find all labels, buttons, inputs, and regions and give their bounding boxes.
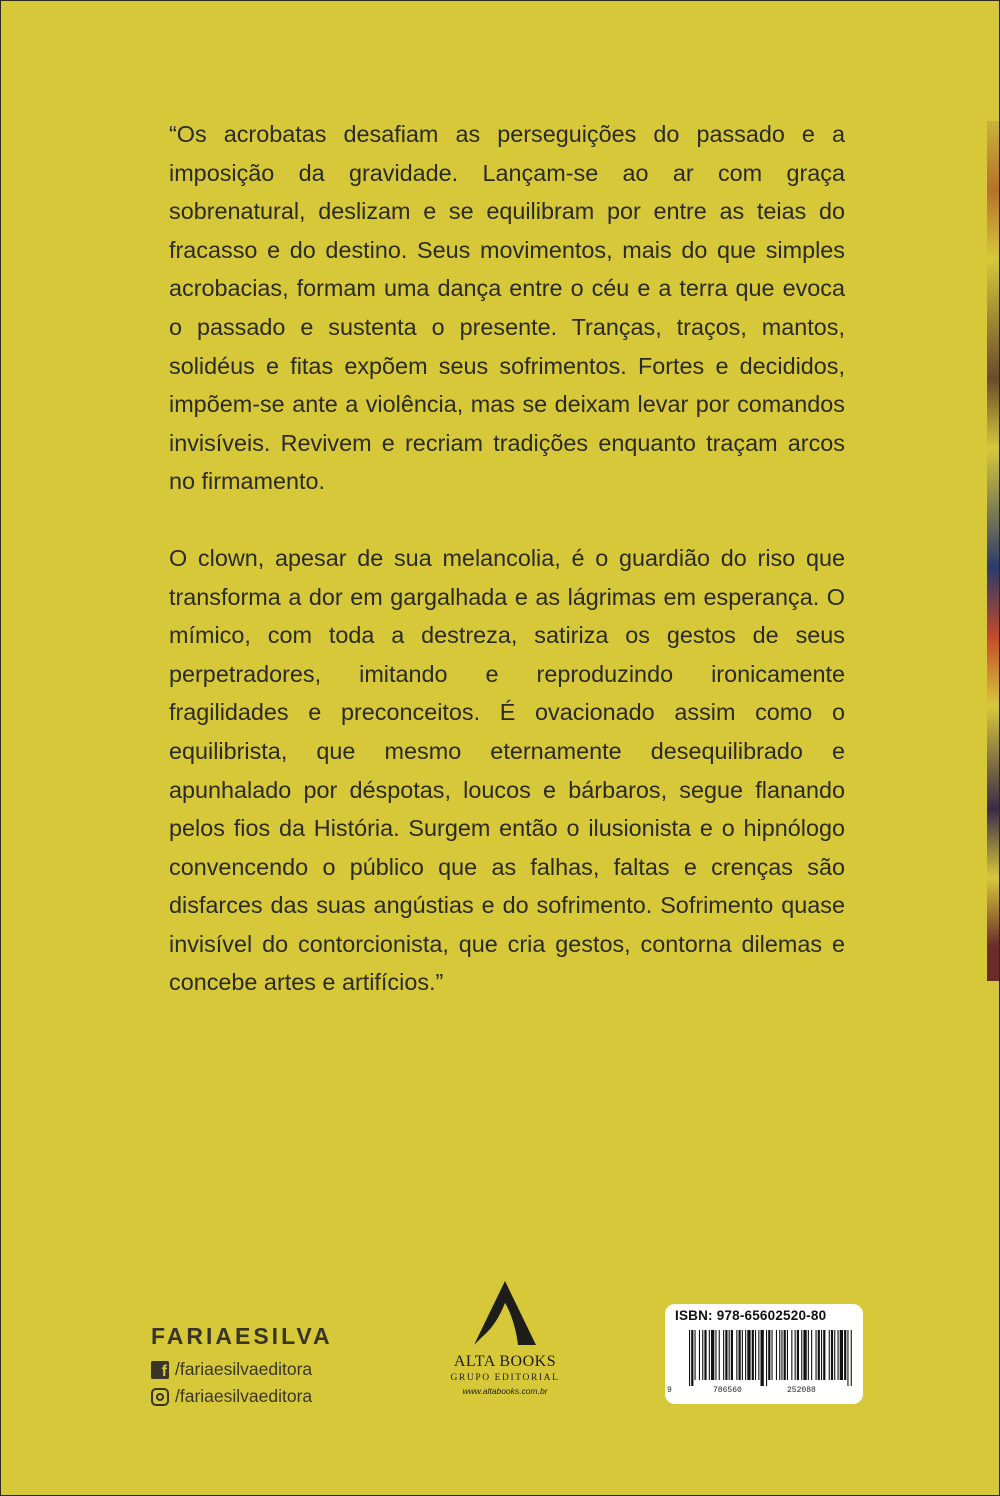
barcode-bar	[803, 1330, 806, 1380]
instagram-link[interactable]	[151, 1383, 411, 1410]
barcode-digits-left: 786560	[713, 1386, 742, 1395]
facebook-link[interactable]	[151, 1356, 411, 1383]
barcode-bar	[689, 1330, 690, 1386]
barcode-bar	[816, 1330, 817, 1380]
barcode-bar	[699, 1330, 700, 1380]
barcode-bar	[725, 1330, 727, 1380]
barcode-bar	[808, 1330, 809, 1380]
barcode-bar	[772, 1330, 773, 1380]
barcode-bar	[829, 1330, 830, 1380]
barcode-bar	[844, 1330, 846, 1380]
barcode-bar	[821, 1330, 822, 1380]
barcode-bar	[834, 1330, 835, 1380]
barcode-bar	[704, 1330, 706, 1380]
barcode-bar	[811, 1330, 812, 1380]
barcode-bar	[691, 1330, 693, 1386]
barcode-bar	[791, 1330, 792, 1380]
alta-books-site: www.altabooks.com.br	[462, 1386, 548, 1396]
barcode-bar	[711, 1330, 714, 1380]
publisher-logo: FARIAESILVA	[151, 1323, 333, 1349]
blurb-paragraph-1: “Os acrobatas desafiam as perseguições do passado e a imposição da gravidade. Lançam-se ao ar com graça sobrenatural, deslizam e se equilibram por entre as teias do fracasso e do destino. Seus movimentos, mais do que simples acrobacias, formam uma dança entre o céu e a terra que evoca o passado e sustenta o presente. Tranças, traços, mantos, solidéus e fitas expõem seus sofrimentos. Fortes e decididos, impõem-se ante a violência, mas se deixam levar por comandos invisíveis. Revivem e recriam tradições enquanto traçam arcos no firmamento.	[169, 121, 845, 495]
barcode-bar	[831, 1330, 833, 1380]
isbn-number: ISBN: 978-65602520-80	[675, 1308, 827, 1323]
barcode-lead-digit: 9	[667, 1386, 672, 1395]
barcode-bar	[838, 1330, 839, 1380]
barcode-bar	[784, 1330, 786, 1380]
alta-books-group: GRUPO EDITORIAL	[450, 1373, 560, 1383]
alta-books-logo	[433, 1279, 577, 1396]
barcode-bar	[731, 1330, 733, 1380]
alta-books-logo-icon	[470, 1279, 540, 1349]
barcode-bar	[715, 1330, 716, 1380]
barcode-bar	[779, 1330, 780, 1380]
barcode-bar	[847, 1330, 848, 1386]
barcode-bar	[801, 1330, 802, 1380]
barcode-bar	[851, 1330, 852, 1386]
alta-books-name: ALTA BOOKS	[453, 1353, 557, 1370]
isbn-barcode-label	[665, 1304, 863, 1404]
barcode-bar	[736, 1330, 737, 1380]
facebook-handle: /fariaesilvaeditora	[175, 1359, 313, 1379]
barcode-bar	[776, 1330, 777, 1380]
barcode-bar	[709, 1330, 710, 1380]
facebook-icon	[151, 1361, 169, 1379]
instagram-handle: /fariaesilvaeditora	[175, 1386, 313, 1406]
barcode-bar	[781, 1330, 782, 1380]
barcode-bar	[766, 1330, 767, 1386]
barcode-bar	[747, 1330, 750, 1380]
barcode-bar	[761, 1330, 764, 1386]
barcode-bar	[755, 1330, 756, 1380]
barcode-bar	[787, 1330, 788, 1380]
barcode-bar	[719, 1330, 720, 1380]
barcode-bar	[840, 1330, 843, 1380]
barcode-bar	[729, 1330, 730, 1380]
barcode-digits-right: 252088	[787, 1386, 816, 1395]
barcode-bar	[695, 1330, 696, 1380]
blurb-text	[169, 115, 845, 1002]
barcode-bar	[723, 1330, 724, 1380]
barcode-bar	[758, 1330, 759, 1380]
blurb-paragraph-2: O clown, apesar de sua melancolia, é o guardião do riso que transforma a dor em gargalhada e as lágrimas em esperança. O mímico, com toda a destreza, satiriza os gestos de seus perpetradores, imitando e reproduzindo ironicamente fragilidades e preconceitos. É ovacionado assim como o equilibrista, que mesmo eternamente desequilibrado e apunhalado por déspotas, loucos e bárbaros, segue flanando pelos fios da História. Surgem então o ilusionista e o hipnólogo convencendo o público que as falhas, faltas e crenças são disfarces das suas angústias e do sofrimento. Sofrimento quase invisível do contorcionista, que cria gestos, contorna dilemas e concebe artes e artifícios.”	[169, 544, 845, 996]
barcode-bar	[752, 1330, 754, 1380]
barcode-bar	[818, 1330, 820, 1380]
publisher-block	[151, 1323, 411, 1410]
barcode-bar	[797, 1330, 799, 1380]
barcode-bar	[745, 1330, 746, 1380]
barcode-bar	[768, 1330, 770, 1380]
barcode-bar	[739, 1330, 741, 1380]
barcode-bar	[823, 1330, 825, 1380]
cover-art-edge	[987, 121, 999, 981]
barcode-bar	[795, 1330, 796, 1380]
barcode-bar	[702, 1330, 703, 1380]
instagram-icon	[151, 1388, 169, 1406]
barcode-icon	[675, 1330, 853, 1386]
barcode-bar	[742, 1330, 743, 1380]
